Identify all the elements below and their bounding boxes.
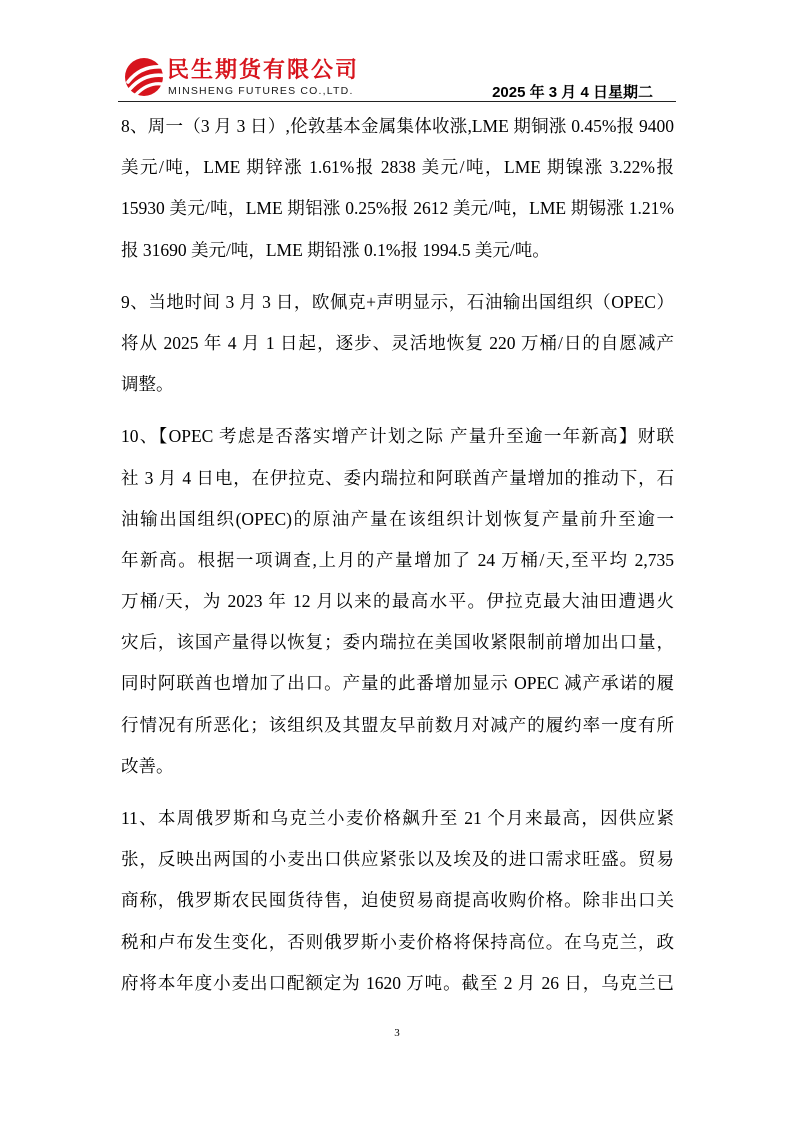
paragraph-line: 社 3 月 4 日电，在伊拉克、委内瑞拉和阿联酋产量增加的推动下，石 xyxy=(121,467,674,488)
company-name-cn: 民生期货有限公司 xyxy=(167,57,360,82)
paragraph-line: 府将本年度小麦出口配额定为 1620 万吨。截至 2 月 26 日，乌克兰已 xyxy=(121,972,674,993)
paragraph-line: 15930 美元/吨，LME 期铝涨 0.25%报 2612 美元/吨，LME 期锡涨 1.21% xyxy=(121,198,674,219)
paragraph-line: 美元/吨，LME 期锌涨 1.61%报 2838 美元/吨，LME 期镍涨 3.22%报 xyxy=(121,157,674,178)
paragraph-line: 商称，俄罗斯农民囤货待售，迫使贸易商提高收购价格。除非出口关 xyxy=(121,890,674,911)
paragraph-line: 税和卢布发生变化，否则俄罗斯小麦价格将保持高位。在乌克兰，政 xyxy=(121,931,674,952)
paragraph-line: 灾后，该国产量得以恢复；委内瑞拉在美国收紧限制前增加出口量， xyxy=(121,632,674,653)
paragraph-line: 11、本周俄罗斯和乌克兰小麦价格飙升至 21 个月来最高，因供应紧 xyxy=(121,808,674,828)
paragraph-line: 改善。 xyxy=(121,755,174,776)
paragraph-line: 油输出国组织(OPEC)的原油产量在该组织计划恢复产量前升至逾一 xyxy=(121,508,674,529)
minsheng-logo-icon xyxy=(123,56,167,98)
paragraph-line: 同时阿联酋也增加了出口。产量的此番增加显示 OPEC 减产承诺的履 xyxy=(121,673,674,694)
paragraph-line: 10、【OPEC 考虑是否落实增产计划之际 产量升至逾一年新高】财联 xyxy=(121,426,674,447)
article-body xyxy=(121,106,674,1004)
news-item-8 xyxy=(121,106,674,271)
page-number: 3 xyxy=(394,1027,400,1039)
paragraph-line: 行情况有所恶化；该组织及其盟友早前数月对减产的履约率一度有所 xyxy=(121,714,674,735)
report-date: 2025 年 3 月 4 日星期二 xyxy=(492,84,653,101)
company-name-en: MINSHENG FUTURES CO.,LTD. xyxy=(168,85,354,97)
header-divider xyxy=(118,101,676,102)
paragraph-line: 8、周一（3 月 3 日）,伦敦基本金属集体收涨,LME 期铜涨 0.45%报 9400 xyxy=(121,116,674,136)
paragraph-line: 9、当地时间 3 月 3 日，欧佩克+声明显示，石油输出国组织（OPEC） xyxy=(121,291,674,312)
paragraph-line: 年新高。根据一项调查,上月的产量增加了 24 万桶/天,至平均 2,735 xyxy=(121,549,674,570)
news-item-9 xyxy=(121,282,674,406)
paragraph-line: 报 31690 美元/吨，LME 期铅涨 0.1%报 1994.5 美元/吨。 xyxy=(121,239,550,260)
paragraph-line: 调整。 xyxy=(121,374,174,395)
paragraph-line: 万桶/天，为 2023 年 12 月以来的最高水平。伊拉克最大油田遭遇火 xyxy=(121,591,674,612)
news-item-11 xyxy=(121,798,674,1004)
paragraph-line: 将从 2025 年 4 月 1 日起，逐步、灵活地恢复 220 万桶/日的自愿减产 xyxy=(121,332,674,353)
paragraph-line: 张，反映出两国的小麦出口供应紧张以及埃及的进口需求旺盛。贸易 xyxy=(121,849,674,870)
news-item-10 xyxy=(121,416,674,787)
